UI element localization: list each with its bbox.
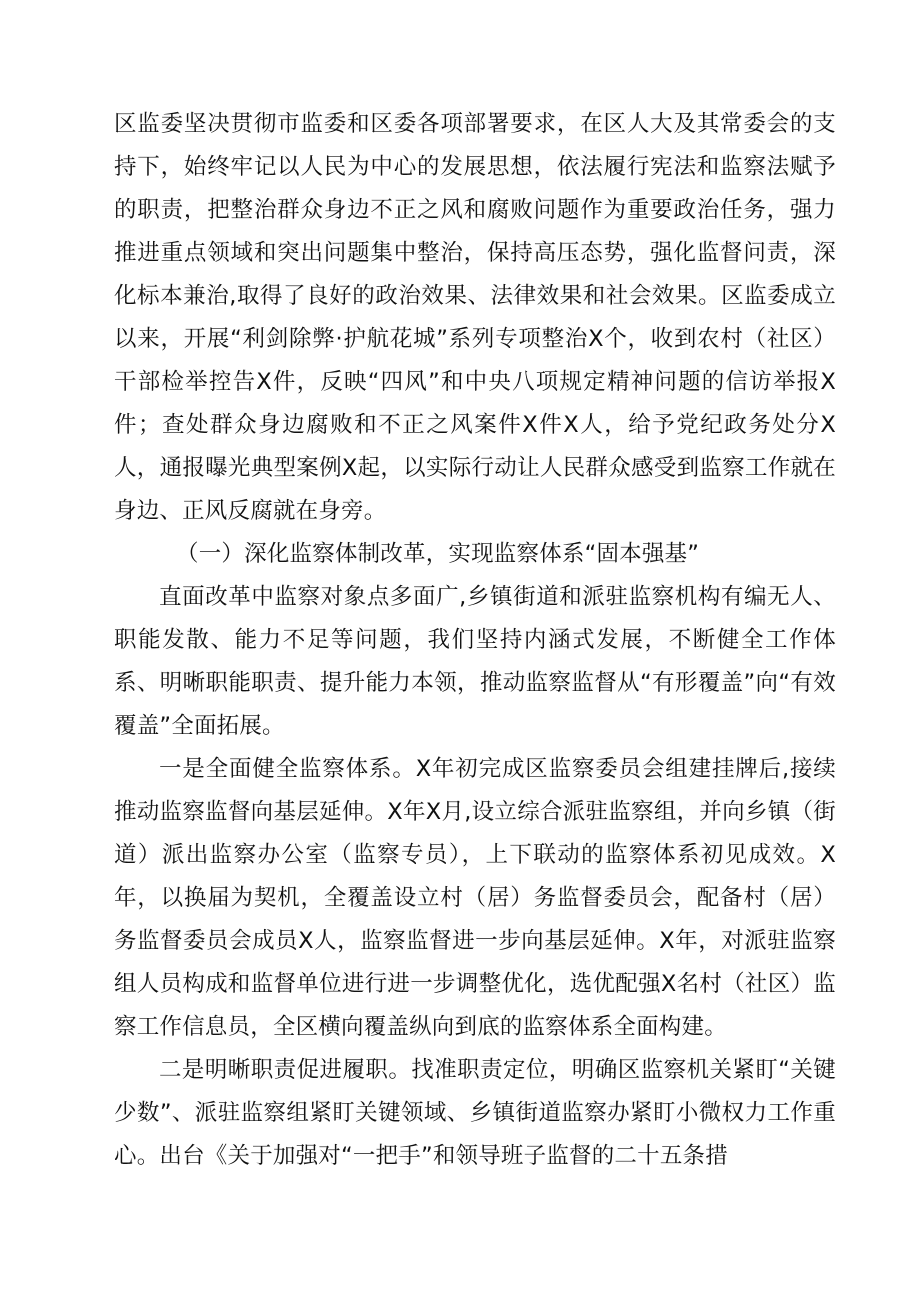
point-one-paragraph: 一是全面健全监察体系。X年初完成区监察委员会组建挂牌后,接续推动监察监督向基层延伸。X年X月,设立综合派驻监察组，并向乡镇（街道）派出监察办公室（监察专员），上下联动的监察体系初见成效。X年，以换届为契机，全覆盖设立村（居）务监督委员会，配备村（居）务监督委员会成员X人，监察监督进一步向基层延伸。X年，对派驻监察组人员构成和监督单位进行进一步调整优化，选优配强X名村（社区）监察工作信息员，全区横向覆盖纵向到底的监察体系全面构建。 [114, 756, 836, 1040]
section-heading: （一）深化监察体制改革，实现监察体系“固本强基” [176, 541, 700, 567]
intro-paragraph: 区监委坚决贯彻市监委和区委各项部署要求，在区人大及其常委会的支持下，始终牢记以人民为中心的发展思想，依法履行宪法和监察法赋予的职责，把整治群众身边不正之风和腐败问题作为重要政治任务，强力推进重点领域和突出问题集中整治，保持高压态势，强化监督问责，深化标本兼治,取得了良好的政治效果、法律效果和社会效果。区监委成立以来，开展“利剑除弊·护航花城”系列专项整治X个，收到农村（社区）干部检举控告X件，反映“四风”和中央八项规定精神问题的信访举报X件；查处群众身边腐败和不正之风案件X件X人，给予党纪政务处分X人，通报曝光典型案例X起，以实际行动让人民群众感受到监察工作就在身边、正风反腐就在身旁。 [114, 111, 836, 524]
document-body [114, 103, 836, 1178]
section-intro-paragraph: 直面改革中监察对象点多面广,乡镇街道和派驻监察机构有编无人、职能发散、能力不足等问题，我们坚持内涵式发展，不断健全工作体系、明晰职能职责、提升能力本领，推动监察监督从“有形覆盖”向“有效覆盖”全面拓展。 [114, 584, 836, 739]
point-two-paragraph: 二是明晰职责促进履职。找准职责定位，明确区监察机关紧盯“关键少数”、派驻监察组紧盯关键领域、乡镇街道监察办紧盯小微权力工作重心。出台《关于加强对“一把手”和领导班子监督的二十五条措 [114, 1057, 836, 1169]
